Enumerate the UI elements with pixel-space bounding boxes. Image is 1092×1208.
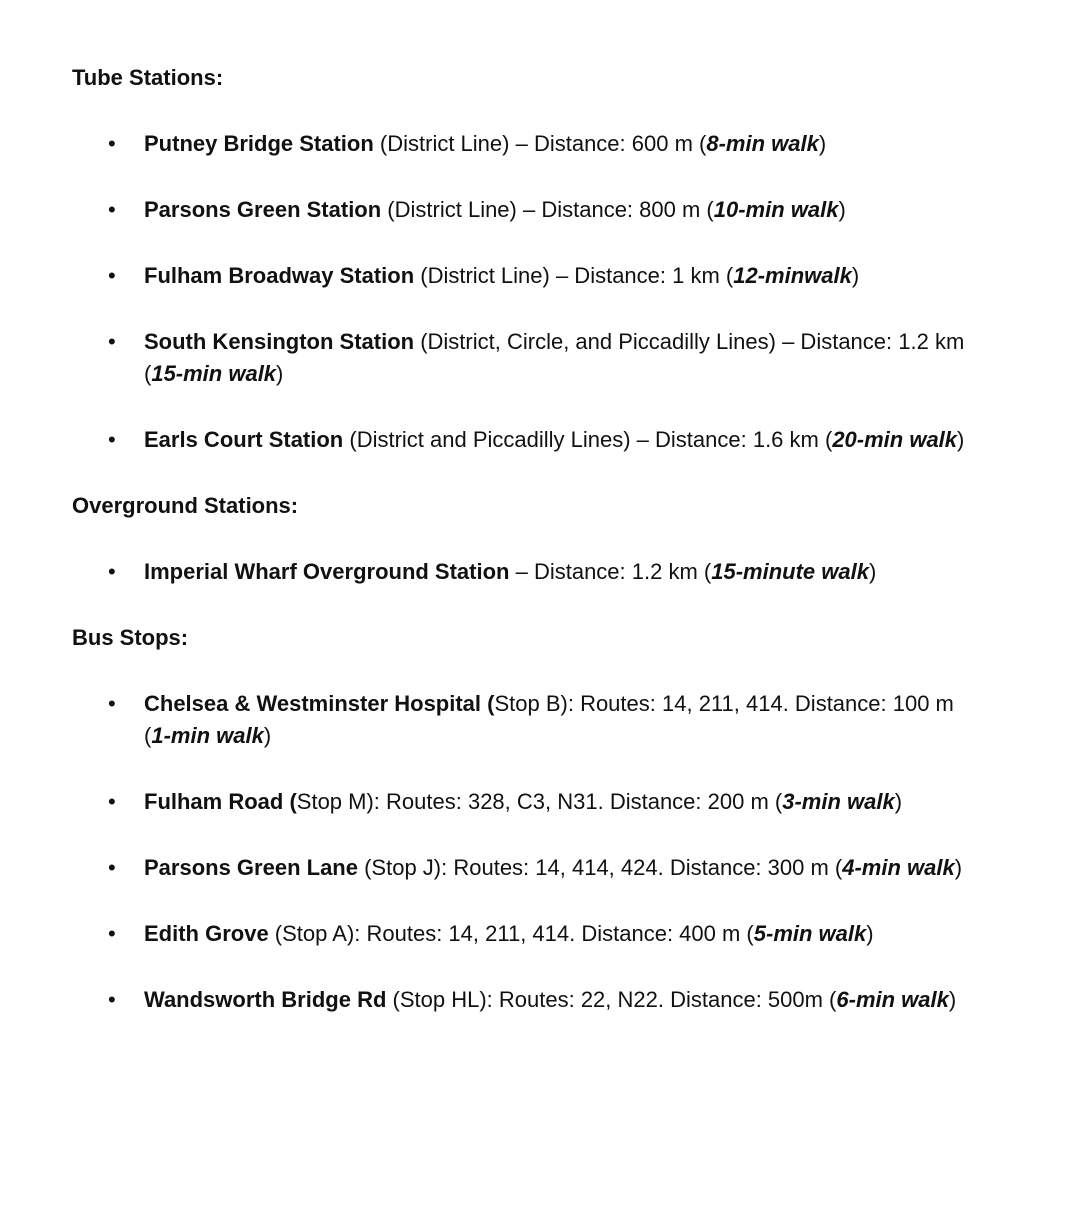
stop-detail: (Stop A): Routes: 14, 211, 414. Distance: 400 m (	[268, 921, 754, 946]
walk-time: 5-min walk	[753, 921, 867, 946]
walk-time: 20-min walk	[832, 427, 958, 452]
bullet-icon: •	[108, 987, 116, 1012]
close-paren: )	[868, 559, 877, 584]
bullet-icon: •	[108, 855, 116, 880]
list-item	[72, 984, 977, 1016]
stop-name: Chelsea & Westminster Hospital (	[144, 691, 495, 716]
list-item	[72, 918, 977, 950]
close-paren: )	[954, 855, 963, 880]
list-item	[72, 260, 977, 292]
tube-station-list	[72, 128, 1020, 456]
stop-detail: Stop B): Routes: 14, 211, 414. Distance: 100 m (	[144, 691, 954, 748]
bullet-icon: •	[108, 329, 116, 354]
list-item	[72, 556, 977, 588]
station-detail: (District, Circle, and Piccadilly Lines) – Distance: 1.2 km (	[144, 329, 965, 386]
walk-time: 15-min walk	[151, 361, 277, 386]
bullet-icon: •	[108, 131, 116, 156]
stop-detail: Stop M): Routes: 328, C3, N31. Distance: 200 m (	[296, 789, 783, 814]
bullet-icon: •	[108, 691, 116, 716]
walk-time: 6-min walk	[836, 987, 949, 1012]
close-paren: )	[276, 361, 284, 386]
bullet-icon: •	[108, 427, 116, 452]
station-name: South Kensington Station	[144, 329, 415, 354]
stop-name: Fulham Road (	[144, 789, 297, 814]
close-paren: )	[851, 263, 860, 288]
station-name: Parsons Green Station	[144, 197, 382, 222]
walk-time: 1-min walk	[151, 723, 264, 748]
station-name: Imperial Wharf Overground Station	[144, 559, 510, 584]
list-item	[72, 688, 977, 752]
station-name: Putney Bridge Station	[144, 131, 374, 156]
walk-time: 10-min walk	[713, 197, 839, 222]
bus-stop-list	[72, 688, 1020, 1016]
station-detail: (District Line) – Distance: 800 m (	[381, 197, 714, 222]
bullet-icon: •	[108, 789, 116, 814]
list-item	[72, 786, 977, 818]
station-name: Fulham Broadway Station	[144, 263, 415, 288]
walk-time: 12-minwalk	[733, 263, 852, 288]
station-detail: – Distance: 1.2 km (	[509, 559, 712, 584]
walk-time: 8-min walk	[706, 131, 819, 156]
bullet-icon: •	[108, 197, 116, 222]
close-paren: )	[263, 723, 272, 748]
stop-name: Parsons Green Lane	[144, 855, 358, 880]
list-item	[72, 852, 977, 884]
close-paren: )	[894, 789, 903, 814]
close-paren: )	[948, 987, 957, 1012]
stop-detail: (Stop J): Routes: 14, 414, 424. Distance: 300 m (	[357, 855, 843, 880]
list-item	[72, 128, 977, 160]
walk-time: 4-min walk	[842, 855, 955, 880]
station-detail: (District Line) – Distance: 600 m (	[373, 131, 707, 156]
bullet-icon: •	[108, 559, 116, 584]
bullet-icon: •	[108, 263, 116, 288]
section-heading-overground: Overground Stations:	[72, 493, 299, 518]
overground-station-list	[72, 556, 1020, 588]
station-detail: (District Line) – Distance: 1 km (	[414, 263, 734, 288]
section-heading-bus: Bus Stops:	[72, 625, 189, 650]
bullet-icon: •	[108, 921, 116, 946]
close-paren: )	[866, 921, 874, 946]
stop-name: Wandsworth Bridge Rd	[144, 987, 387, 1012]
close-paren: )	[957, 427, 965, 452]
section-heading-tube: Tube Stations:	[72, 65, 224, 90]
list-item	[72, 194, 977, 226]
station-name: Earls Court Station	[144, 427, 344, 452]
close-paren: )	[838, 197, 846, 222]
stop-name: Edith Grove	[144, 921, 269, 946]
list-item	[72, 424, 977, 456]
list-item	[72, 326, 977, 390]
close-paren: )	[818, 131, 827, 156]
walk-time: 15-minute walk	[711, 559, 869, 584]
station-detail: (District and Piccadilly Lines) – Distance: 1.6 km (	[343, 427, 833, 452]
walk-time: 3-min walk	[782, 789, 895, 814]
stop-detail: (Stop HL): Routes: 22, N22. Distance: 500m (	[386, 987, 837, 1012]
